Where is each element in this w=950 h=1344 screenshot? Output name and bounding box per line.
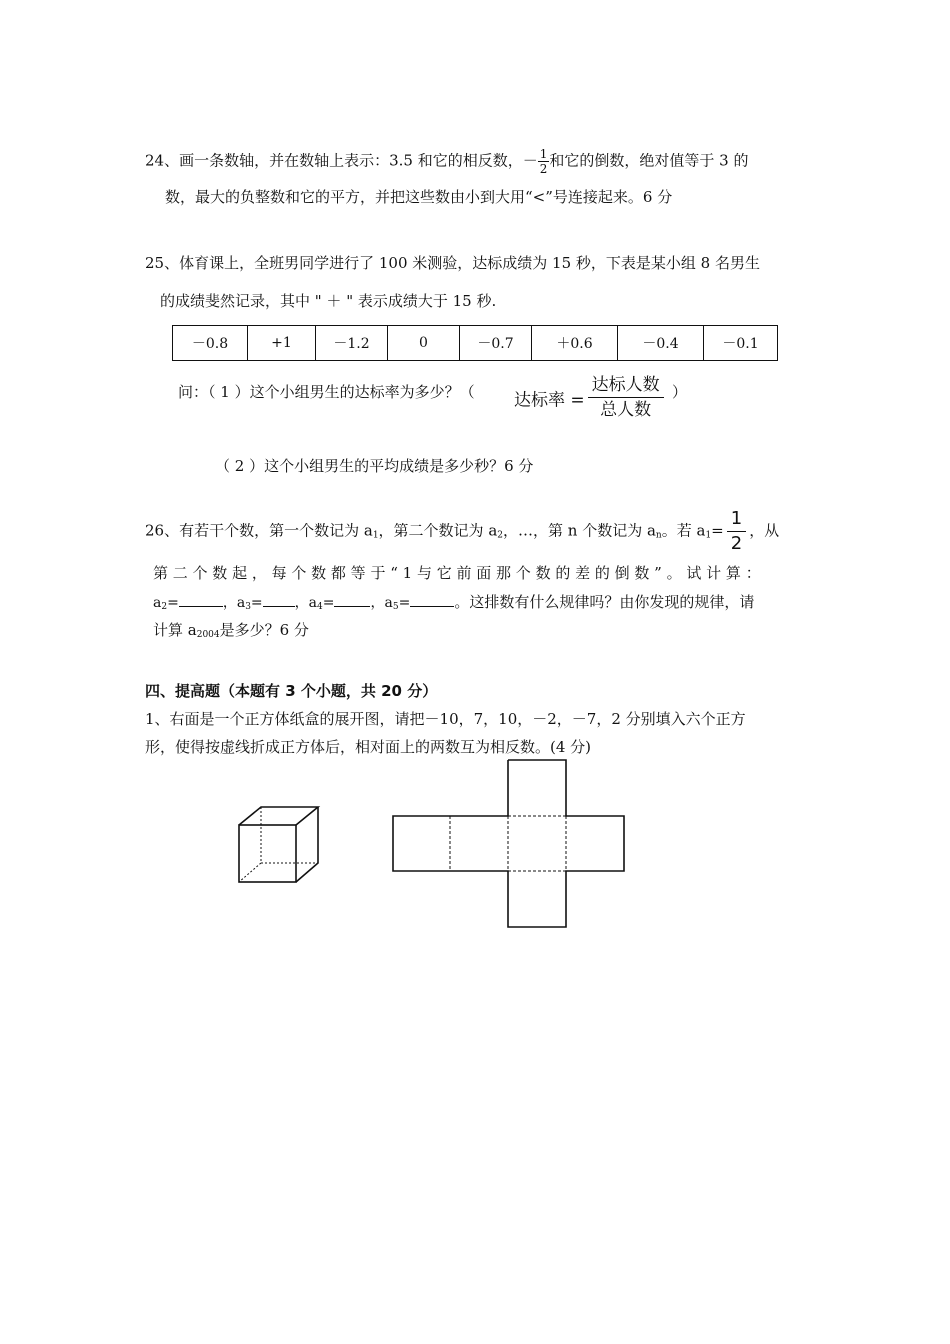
section4-q1-line1: 1、右面是一个正方体纸盒的展开图，请把－10，7，10，－2，－7，2 分别填入六个正方 <box>145 710 746 728</box>
q26-line1-c: ，…，第 n 个数记为 a <box>503 521 656 540</box>
score-cell: 0 <box>388 326 460 361</box>
score-cell: －1.2 <box>316 326 388 361</box>
q26-line3 <box>153 591 754 612</box>
q26-a2-letter: a <box>153 595 162 611</box>
score-row <box>173 326 778 361</box>
score-cell: －0.1 <box>704 326 778 361</box>
q26-line1-f: ，从 <box>749 521 780 540</box>
q26-sep2: ， <box>294 595 309 611</box>
q26-sep3: ， <box>370 595 385 611</box>
q26-eq4: = <box>322 595 335 611</box>
score-cell: －0.7 <box>460 326 532 361</box>
q24-line2: 数，最大的负整数和它的平方，并把这些数由小到大用“<”号连接起来。6 分 <box>165 188 673 206</box>
cube-top-face <box>239 807 318 825</box>
cube-figure <box>230 800 330 890</box>
q24-frac-num: 1 <box>539 147 548 161</box>
q26-frac-den: 2 <box>730 533 743 554</box>
q26-line4-sub: 2004 <box>196 630 220 640</box>
q26-line1-e: = <box>711 521 724 540</box>
q26-fraction <box>727 510 746 553</box>
rate-formula <box>514 377 664 419</box>
q26-eq2: = <box>167 595 179 611</box>
q26-a5-letter: a <box>384 595 393 611</box>
q26-line1 <box>145 510 779 553</box>
q24-frac-sign: － <box>522 151 538 170</box>
q26-a3-letter: a <box>236 595 246 611</box>
q26-line1-b: ，第二个数记为 a <box>378 521 498 540</box>
a5-answer-blank[interactable] <box>410 594 454 607</box>
cube-net <box>390 757 630 932</box>
q24-frac-den: 2 <box>539 162 548 176</box>
q26-a4-letter: a <box>308 595 318 611</box>
q26-line2: 第 二 个 数 起 ， 每 个 数 都 等 于 “ 1 与 它 前 面 那 个 数 的 差 的 倒 数 ” 。 试 计 算 ： <box>153 564 761 582</box>
cube-right-face <box>296 807 318 882</box>
q26-sep1: ， <box>222 595 237 611</box>
section4-heading: 四、提高题（本题有 3 个小题，共 20 分） <box>145 682 438 700</box>
q24-line1 <box>145 148 748 175</box>
q26-a3-sub: 3 <box>245 602 251 612</box>
score-cell: +1 <box>248 326 316 361</box>
q26-line4-a: 计算 a <box>153 621 197 639</box>
rate-fraction <box>588 377 664 419</box>
q26-a5-sub: 5 <box>392 602 399 612</box>
rate-label: 达标率 = <box>514 390 585 411</box>
cube-hidden-edges <box>239 807 318 882</box>
score-table <box>172 325 778 361</box>
score-cell: ＋0.6 <box>532 326 618 361</box>
q26-sub1: 1 <box>372 530 379 541</box>
q26-line3-tail: 。这排数有什么规律吗？由你发现的规律，请 <box>454 593 755 611</box>
net-fold-lines <box>450 816 566 871</box>
q26-line1-d: 。若 a <box>661 521 706 540</box>
q26-eq5: = <box>398 595 411 611</box>
q26-sub2: 2 <box>497 530 503 541</box>
q26-line4 <box>153 619 309 640</box>
rate-den: 总人数 <box>600 400 652 420</box>
q26-eq3: = <box>250 595 263 611</box>
section4-q1-line2: 形，使得按虚线折成正方体后，相对面上的两数互为相反数。(4 分) <box>145 738 592 756</box>
cube-front-face <box>239 825 296 882</box>
rate-num: 达标人数 <box>588 377 664 398</box>
q26-a4-sub: 4 <box>317 602 323 612</box>
a4-answer-blank[interactable] <box>334 594 370 607</box>
q26-line4-b: 是多少？6 分 <box>219 621 309 639</box>
q25-ask2: （ 2 ）这个小组男生的平均成绩是多少秒？6 分 <box>215 457 534 475</box>
score-cell: －0.8 <box>173 326 248 361</box>
q26-frac-num: 1 <box>727 510 746 532</box>
q26-line1-a: 26、有若干个数，第一个数记为 a <box>145 521 373 540</box>
q24-line1-part-b: 和它的倒数，绝对值等于 3 的 <box>549 151 749 170</box>
a2-answer-blank[interactable] <box>179 594 223 607</box>
q26-sub1b: 1 <box>705 530 712 541</box>
score-cell: －0.4 <box>618 326 704 361</box>
q25-ask1-close: ） <box>672 383 688 401</box>
q25-line1: 25、体育课上，全班男同学进行了 100 米测验，达标成绩为 15 秒，下表是某小组 8 名男生 <box>145 254 760 272</box>
a3-answer-blank[interactable] <box>263 594 295 607</box>
q25-ask1: 问：（ 1 ）这个小组男生的达标率为多少？（ <box>178 383 475 401</box>
q26-subn: n <box>655 530 662 541</box>
q24-fraction <box>538 148 550 175</box>
q25-line2: 的成绩斐然记录，其中 " ＋ " 表示成绩大于 15 秒. <box>160 292 497 310</box>
q26-a2-sub: 2 <box>161 602 168 612</box>
q24-line1-part-a: 24、画一条数轴，并在数轴上表示：3.5 和它的相反数， <box>145 151 523 170</box>
